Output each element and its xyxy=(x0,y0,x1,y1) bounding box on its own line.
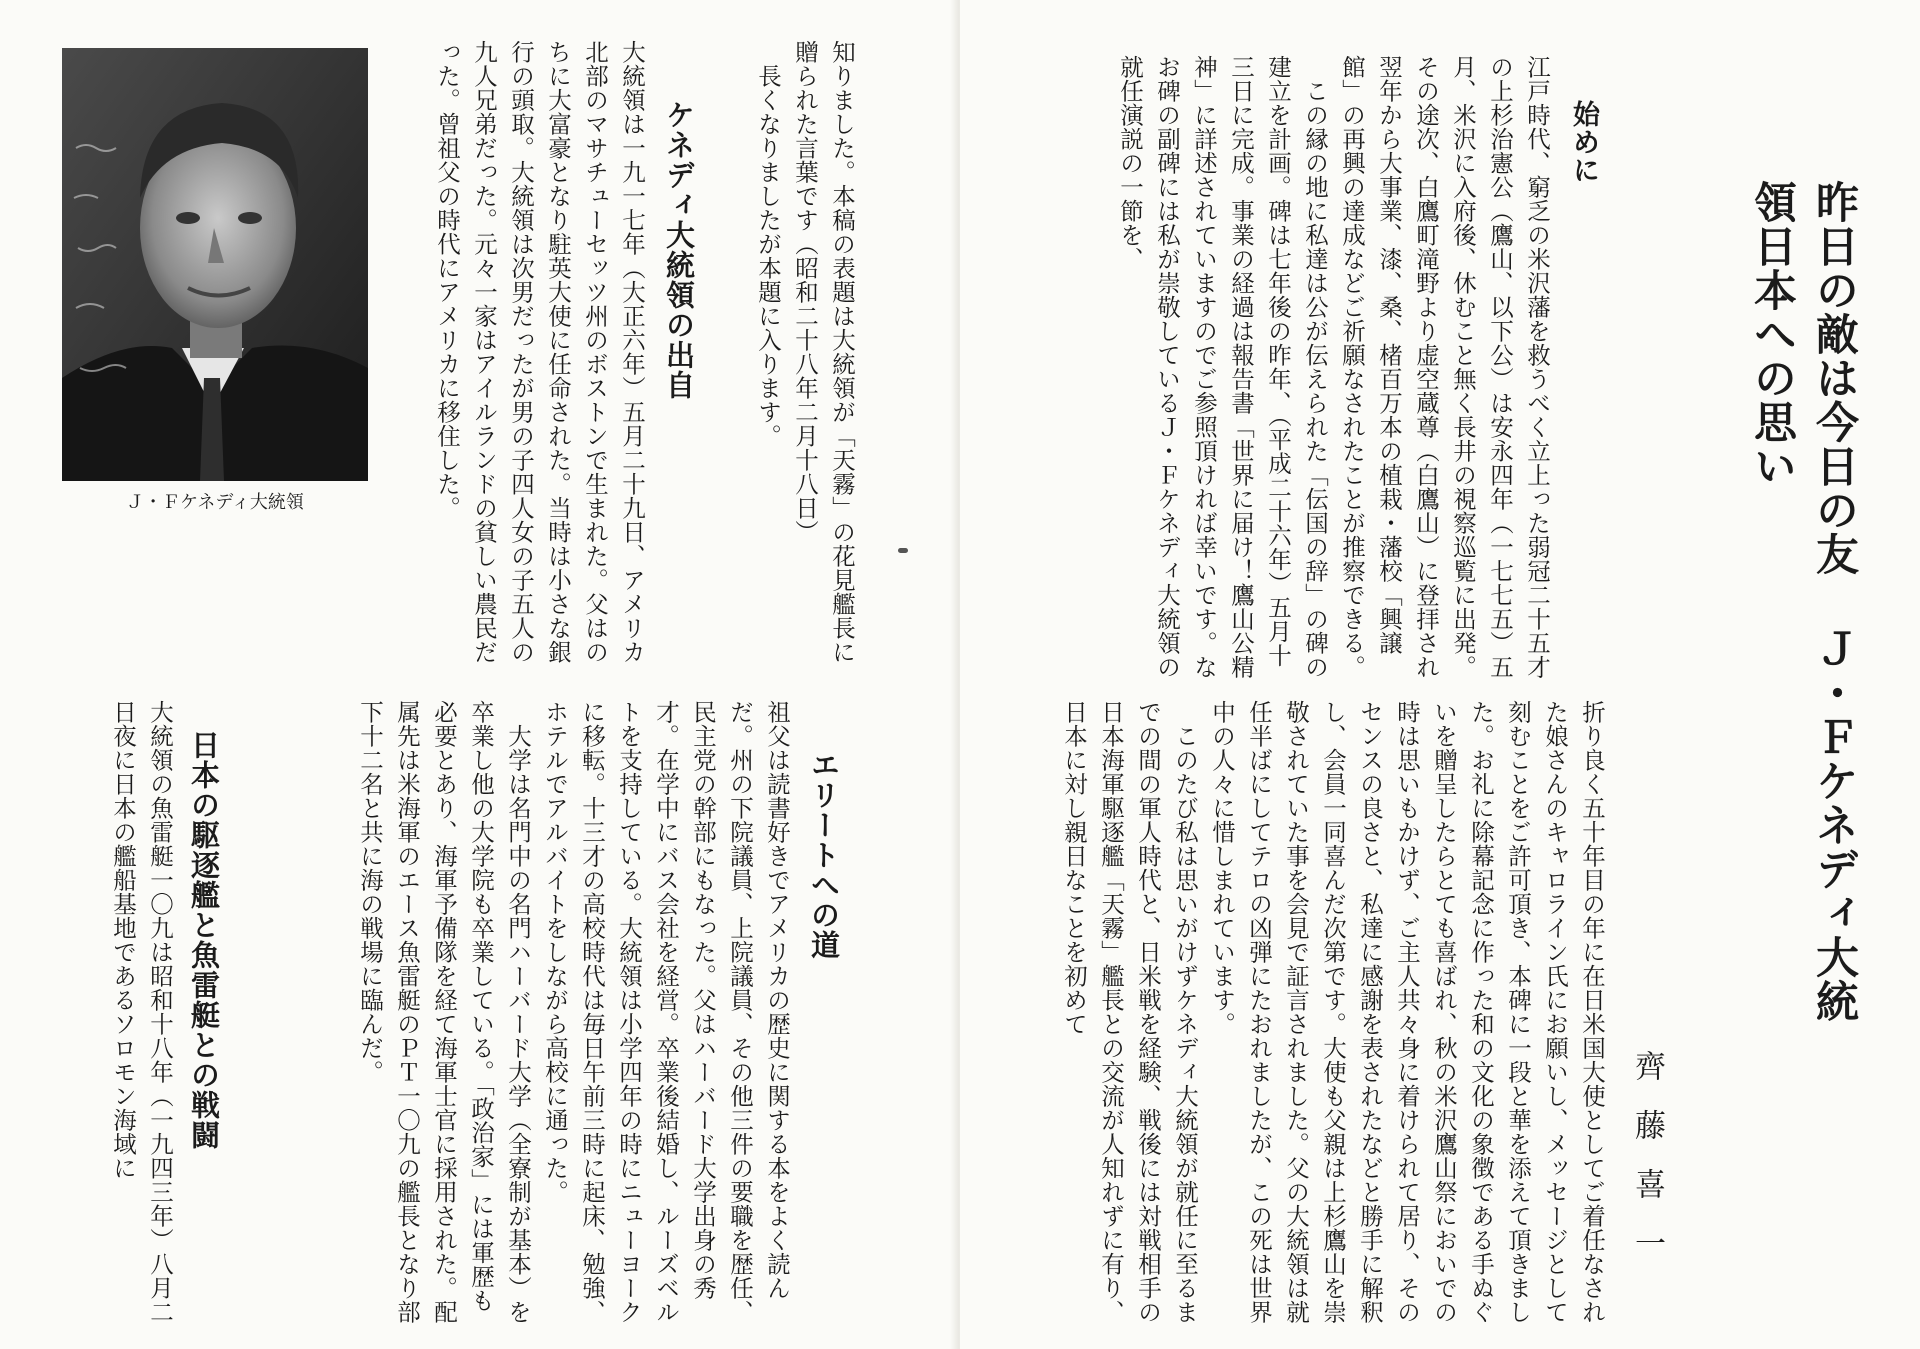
navy-heading: 日本の駆逐艦と魚雷艇との戦闘 xyxy=(187,730,221,1150)
portrait-illustration xyxy=(62,48,368,481)
intro-text: 江戸時代、窮乏の米沢藩を救うべく立上った弱冠二十五才の上杉治憲公（鷹山、以下公）は安永四年（一七七五）五月、米沢に入府後、休むこと無く長井の視察巡覧に出発。その途次、白鷹町滝野より虚空蔵尊（白鷹山）に登拝され翌年から大事業、漆、桑、楮百万本の植栽・藩校「興譲館」の再興の達成などご祈願なされたことが推察できる。 この縁の地に私達は公が伝えられた「伝国の辞」の碑の建立を計画。碑は七年後の昨年、（平成二十六年）五月十三日に完成。事業の経過は報告書「世界に届け！鷹山公精神」に詳述されていますのでご参照頂ければ幸いです。なお碑の副碑には私が崇敬しているＪ・Ｆケネディ大統領の就任演説の一節を、 xyxy=(1116,55,1551,679)
right-page xyxy=(960,0,1920,1349)
elite-heading: エリートへの道 xyxy=(807,750,841,960)
left-page xyxy=(0,0,958,1349)
printer-mark xyxy=(898,548,908,553)
article-title xyxy=(1730,180,1865,1030)
kennedy-portrait-photo xyxy=(62,48,368,481)
intro-continuation-text: 知りました。本稿の表題は大統領が「天霧」の花見艦長に贈られた言葉です（昭和二十八年二月十八日） 長くなりましたが本題に入ります。 xyxy=(754,40,856,664)
elite-text: 祖父は読書好きでアメリカの歴史に関する本をよく読んだ。州の下院議員、上院議員、その他三件の要職を歴任、民主党の幹部にもなった。父はハーバード大学出身の秀才。在学中にバス会社を経営。卒業後結婚し、ルーズベルトを支持している。大統領は小学四年の時にニューヨークに移転。十三才の高校時代は毎日午前三時に起床、勉強、ホテルでアルバイトをしながら高校に通った。 大学は名門中の名門ハーバード大学（全寮制が基本）を卒業し他の大学院も卒業している。「政治家」には軍歴も必要とあり、海軍予備隊を経て海軍士官に採用された。配属先は米海軍のエース魚雷艇のＰＴ一〇九の艦長となり部下十二名と共に海の戦場に臨んだ。 xyxy=(356,700,791,1324)
origin-heading: ケネディ大統領の出自 xyxy=(662,100,696,400)
intro-text-lower: 折り良く五十年目の年に在日米国大使としてご着任なされた娘さんのキャロライン氏にお願いし、メッセージとして刻むことをご許可頂き、本碑に一段と華を添えて頂きました。お礼に除幕記念に作った和の文化の象徴である手ぬぐいを贈呈したらとても喜ばれ、秋の米沢鷹山祭においでの時は思いもかけず、ご主人共々身に着けられて居り、そのセンスの良さと、私達に感謝を表されたなどと勝手に解釈し、会員一同喜んだ次第です。大使も父親は上杉鷹山を崇敬されていた事を会見で証言されました。父の大統領は就任半ばにしてテロの凶弾にたおれましたが、この死は世界中の人々に惜しまれています。 このたび私は思いがけずケネディ大統領が就任に至るまでの間の軍人時代と、日米戦を経験、戦後には対戦相手の日本海軍駆逐艦「天霧」艦長との交流が人知れずに有り、日本に対し親日なことを初めて xyxy=(1060,700,1606,1324)
intro-heading: 始めに xyxy=(1568,100,1599,184)
navy-text: 大統領の魚雷艇一〇九は昭和十八年（一九四三年）八月二日夜に日本の艦船基地であるソロモン海域に xyxy=(109,700,174,1324)
photo-caption: Ｊ・Ｆケネディ大統領 xyxy=(126,492,304,513)
author-name: 齊藤喜一 xyxy=(1629,1050,1665,1286)
origin-text: 大統領は一九一七年（大正六年）五月二十九日、アメリカ北部のマサチューセッツ州のボストンで生まれた。父はのちに大富豪となり駐英大使に任命された。当時は小さな銀行の頭取。大統領は次男だったが男の子四人女の子五人の九人兄弟だった。元々一家はアイルランドの貧しい農民だった。曾祖父の時代にアメリカに移住した。 xyxy=(433,40,646,664)
title-line-1: 昨日の敵は今日の友 xyxy=(1809,180,1859,576)
title-line-2: Ｊ・Ｆケネディ大統領日本への思い xyxy=(1747,180,1859,1023)
